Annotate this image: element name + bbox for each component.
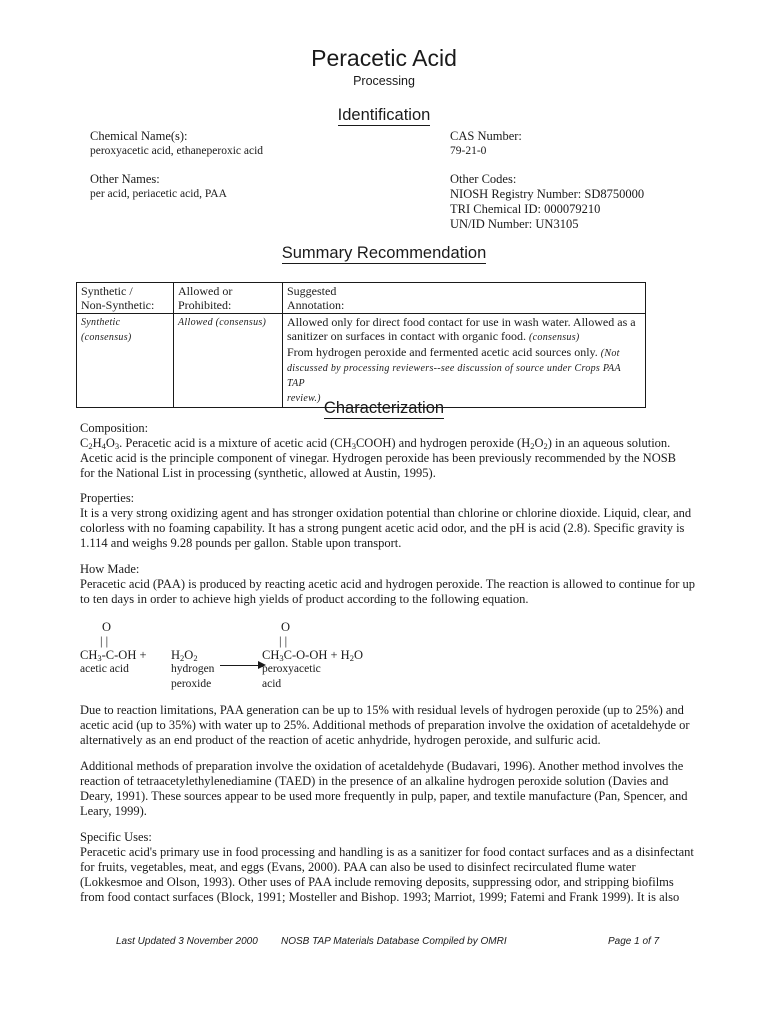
characterization-heading: Characterization [323, 399, 445, 417]
allowed-header-cell [174, 283, 283, 314]
specific-uses-section [80, 830, 694, 905]
cas-block [450, 129, 522, 159]
composition-line1: $C_2H_4O_3$. Peracetic acid is a mixture of acetic acid $(CH_3COOH)$ and hydrogen peroxide $(H_2O_2)$ in an aqueous solution. [80, 436, 671, 451]
synthetic-header-line2: Non-Synthetic: [81, 298, 155, 312]
specific-uses-label: Specific Uses: [80, 830, 152, 844]
un-code: UN/ID Number: UN3105 [450, 217, 579, 231]
equation-bars-left: | | [100, 634, 109, 648]
reaction-limitations-paragraph [80, 703, 690, 748]
properties-line2: colorless with no foaming capability. It has a strong pungent acetic acid odor, and the pH is acid (2.8). Specific gravity is [80, 521, 685, 535]
footer-updated: Last Updated 3 November 2000 [116, 936, 258, 947]
allowed-header-line1: Allowed or [178, 284, 233, 298]
synthetic-header-cell [77, 283, 174, 314]
annotation-line3-text: From hydrogen peroxide and fermented acetic acid sources only. [287, 345, 598, 359]
annotation-line2-note: (consensus) [529, 332, 580, 343]
para2-line2: reaction of tetraacetylethylenediamine (TAED) in the presence of an alkaline hydrogen peroxide solution (Davies and [80, 774, 669, 788]
other-codes-block [450, 172, 644, 232]
equation-product: $CH_3C-O-OH + H_2O$ [262, 648, 363, 663]
cas-value: 79-21-0 [450, 145, 487, 157]
equation-o-right: O [281, 620, 291, 634]
chemical-names-block [90, 129, 263, 159]
para2-line3: Deary, 1991). These sources appear to be used more frequently in pulp, paper, and textile manufacture (Pan, Spencer, and [80, 789, 688, 803]
equation-reactant-acetic: $CH_3-C-OH$ + [80, 648, 147, 663]
composition-line2: Acetic acid is the principle component of vinegar. Hydrogen peroxide has been previously recommended by the NOSB [80, 451, 677, 465]
annotation-line4: discussed by processing reviewers--see discussion of source under Crops PAA TAP [287, 363, 621, 389]
allowed-header-line2: Prohibited: [178, 298, 232, 312]
synthetic-value-cell [77, 314, 174, 408]
annotation-header-cell [283, 283, 646, 314]
equation-reactant-peroxide: $H_2O_2$ [171, 648, 198, 663]
other-names-value: per acid, periacetic acid, PAA [90, 188, 227, 200]
properties-label: Properties: [80, 491, 135, 505]
other-names-label: Other Names: [90, 172, 160, 186]
summary-table [76, 282, 646, 408]
equation-label-acid: acid [262, 678, 282, 690]
annotation-value-cell [283, 314, 646, 408]
summary-data-row [77, 314, 646, 408]
how-made-line2: to ten days in order to achieve high yields of product according to the following equation. [80, 592, 529, 606]
properties-line1: It is a very strong oxidizing agent and has stronger oxidation potential than chlorine or chlorine dioxide. Liquid, clear, and [80, 506, 692, 520]
footer-database: NOSB TAP Materials Database Compiled by OMRI [281, 936, 507, 947]
equation-label-peroxyacetic: peroxyacetic [262, 663, 321, 675]
identification-heading: Identification [337, 106, 431, 124]
para1-line3: alternatively as an end product of the reaction of acetic anhydride, hydrogen peroxide, and sulfuric acid. [80, 733, 601, 747]
annotation-line3-note: (Not [600, 348, 620, 359]
annotation-line3 [287, 345, 641, 361]
annotation-line5: review.) [287, 393, 321, 404]
annotation-header-line1: Suggested [287, 284, 337, 298]
how-made-label: How Made: [80, 562, 140, 576]
chemical-names-label: Chemical Name(s): [90, 129, 188, 143]
chemical-names-value: peroxyacetic acid, ethaneperoxic acid [90, 145, 264, 157]
annotation-line2 [287, 329, 641, 345]
properties-line3: 1.114 and weighs 9.28 pounds per gallon. Stable upon transport. [80, 536, 402, 550]
equation-bars-right: | | [279, 634, 288, 648]
allowed-value-cell [174, 314, 283, 408]
niosh-code: NIOSH Registry Number: SD8750000 [450, 187, 645, 201]
equation-o-left: O [102, 620, 112, 634]
summary-header-row [77, 283, 646, 314]
summary-heading: Summary Recommendation [281, 244, 487, 262]
how-made-line1: Peracetic acid (PAA) is produced by reacting acetic acid and hydrogen peroxide. The reaction is allowed to continue for up [80, 577, 696, 591]
synthetic-value: Synthetic [81, 317, 121, 328]
uses-line1: Peracetic acid's primary use in food processing and handling is as a sanitizer for food contact surfaces and as a disinfectant [80, 845, 694, 859]
other-names-block [90, 172, 227, 202]
composition-section [80, 421, 677, 481]
para1-line2: acetic acid (up to 35%) with water up to 25%. Additional methods of preparation involve the oxidation of acetaldehyde or [80, 718, 690, 732]
how-made-section [80, 562, 696, 607]
document-title: Peracetic Acid [311, 45, 457, 71]
synthetic-header-line1: Synthetic / [81, 284, 133, 298]
other-codes-label: Other Codes: [450, 172, 517, 186]
composition-label: Composition: [80, 421, 149, 435]
para2-line1: Additional methods of preparation involve the oxidation of acetaldehyde (Budavari, 1996). Another method involves the [80, 759, 684, 773]
equation-label-acetic: acetic acid [80, 663, 129, 675]
uses-line2: for fruits, vegetables, meat, and eggs (Evans, 2000). PAA can also be used to disinfect recirculated flume water [80, 860, 636, 874]
para1-line1: Due to reaction limitations, PAA generation can be up to 15% with residual levels of hydrogen peroxide (up to 25%) and [80, 703, 684, 717]
cas-label: CAS Number: [450, 129, 522, 143]
uses-line4: from food contact surfaces (Block, 1991; Mosteller and Bishop. 1993; Marriot, 1999; Fatemi and Frank 1999). It is also [80, 890, 680, 904]
reaction-arrow-line [220, 665, 262, 666]
footer-page-number: Page 1 of 7 [608, 936, 660, 947]
allowed-value: Allowed (consensus) [178, 317, 267, 328]
annotation-line1: Allowed only for direct food contact for use in wash water. Allowed as a [287, 315, 636, 329]
composition-line3: for the National List in processing (synthetic, allowed at Austin, 1995). [80, 466, 436, 480]
annotation-line2-text: sanitizer on surfaces in contact with organic food. [287, 329, 527, 343]
document-subtitle: Processing [353, 74, 415, 88]
para2-line4: Leary, 1999). [80, 804, 147, 818]
uses-line3: (Lokkesmoe and Olson, 1993). Other uses of PAA include removing deposits, suppressing odor, and stripping biofilms [80, 875, 674, 889]
synthetic-consensus: (consensus) [81, 332, 132, 343]
annotation-header-line2: Annotation: [287, 298, 345, 312]
equation-label-hydrogen: hydrogen [171, 663, 215, 675]
properties-section [80, 491, 692, 551]
additional-methods-paragraph [80, 759, 688, 819]
tri-code: TRI Chemical ID: 000079210 [450, 202, 601, 216]
equation-label-peroxide: peroxide [171, 678, 212, 690]
